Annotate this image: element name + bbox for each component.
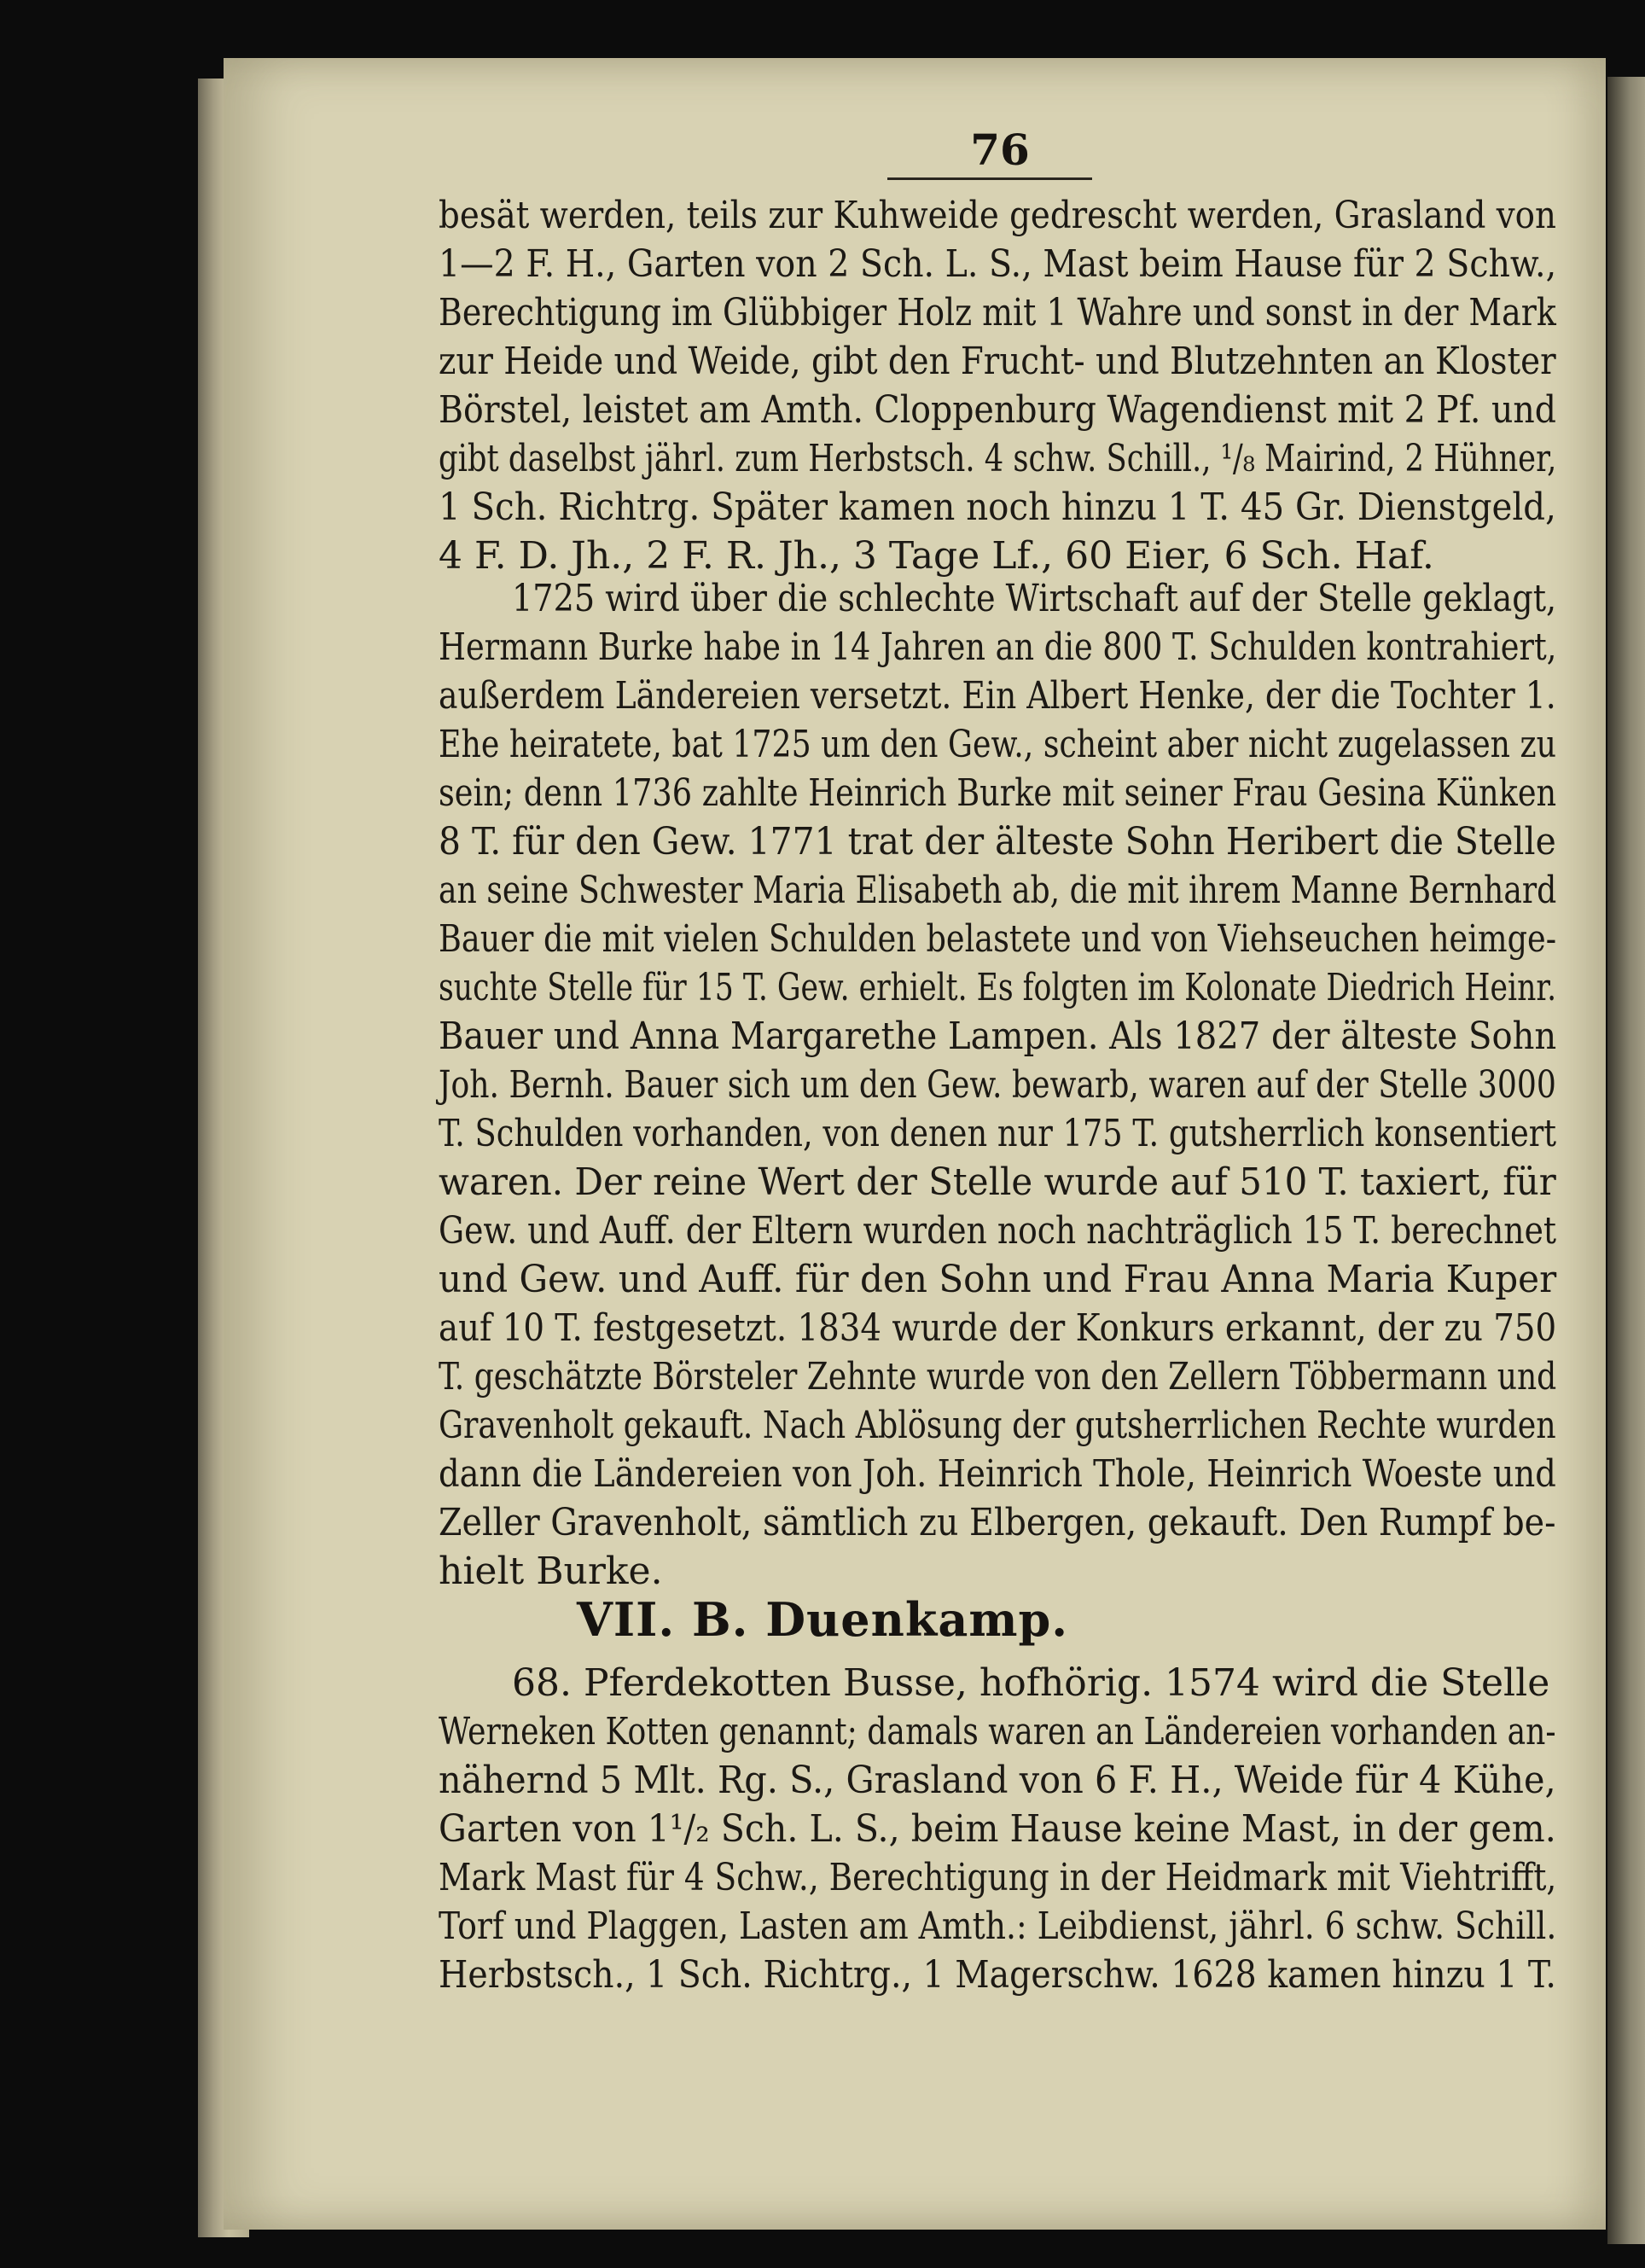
text-line: 1 Sch. Richtrg. Später kamen noch hinzu 1 T. 45 Gr. Dienstgeld, bbox=[439, 486, 1556, 529]
text-line: 1725 wird über die schlechte Wirtschaft auf der Stelle geklagt, bbox=[512, 577, 1557, 620]
text-line: suchte Stelle für 15 T. Gew. erhielt. Es folgten im Kolonate Diedrich Heinr. bbox=[439, 966, 1557, 1009]
text-line: T. Schulden vorhanden, von denen nur 175 T. gutsherrlich konsentiert bbox=[439, 1112, 1557, 1155]
text-line: Gravenholt gekauft. Nach Ablösung der gutsherrlichen Rechte wurden bbox=[439, 1404, 1556, 1447]
facing-page-edge bbox=[1607, 77, 1645, 2244]
text-line: Börstel, leistet am Amth. Cloppenburg Wagendienst mit 2 Pf. und bbox=[439, 388, 1556, 432]
text-line: Zeller Gravenholt, sämtlich zu Elbergen, gekauft. Den Rumpf be- bbox=[439, 1501, 1556, 1544]
text-line: 8 T. für den Gew. 1771 trat der älteste Sohn Heribert die Stelle bbox=[439, 820, 1556, 864]
text-line: Herbstsch., 1 Sch. Richtrg., 1 Magerschw. 1628 kamen hinzu 1 T. bbox=[439, 1953, 1556, 1997]
text-line: 68. Pferdekotten Busse, hofhörig. 1574 wird die Stelle bbox=[512, 1661, 1550, 1705]
text-line: gibt daselbst jährl. zum Herbstsch. 4 schw. Schill., ¹/₈ Mairind, 2 Hühner, bbox=[439, 437, 1557, 480]
text-line: Gew. und Auff. der Eltern wurden noch nachträglich 15 T. berechnet bbox=[439, 1209, 1557, 1253]
text-line: waren. Der reine Wert der Stelle wurde auf 510 T. taxiert, für bbox=[439, 1160, 1556, 1204]
text-line: Torf und Plaggen, Lasten am Amth.: Leibdienst, jährl. 6 schw. Schill. bbox=[439, 1905, 1557, 1948]
text-line: besät werden, teils zur Kuhweide gedrescht werden, Grasland von bbox=[439, 194, 1556, 237]
text-line: Joh. Bernh. Bauer sich um den Gew. bewarb, waren auf der Stelle 3000 bbox=[439, 1063, 1556, 1107]
text-line: an seine Schwester Maria Elisabeth ab, die mit ihrem Manne Bernhard bbox=[439, 869, 1557, 912]
text-line: nähernd 5 Mlt. Rg. S., Grasland von 6 F. H., Weide für 4 Kühe, bbox=[439, 1759, 1556, 1802]
text-line: Bauer die mit vielen Schulden belastete und von Viehseuchen heimge- bbox=[439, 917, 1557, 961]
text-line: auf 10 T. festgesetzt. 1834 wurde der Konkurs erkannt, der zu 750 bbox=[439, 1306, 1557, 1350]
text-line: 1—2 F. H., Garten von 2 Sch. L. S., Mast beim Hause für 2 Schw., bbox=[439, 242, 1557, 286]
text-line: hielt Burke. bbox=[439, 1550, 663, 1593]
text-line: Werneken Kotten genannt; damals waren an Ländereien vorhanden an- bbox=[439, 1710, 1556, 1753]
text-line: Garten von 1¹/₂ Sch. L. S., beim Hause keine Mast, in der gem. bbox=[439, 1807, 1556, 1851]
text-line: T. geschätzte Börsteler Zehnte wurde von den Zellern Többermann und bbox=[439, 1355, 1557, 1399]
text-line: außerdem Ländereien versetzt. Ein Albert Henke, der die Tochter 1. bbox=[439, 674, 1556, 718]
text-line: Mark Mast für 4 Schw., Berechtigung in der Heidmark mit Viehtrifft, bbox=[439, 1856, 1557, 1899]
text-line: dann die Ländereien von Joh. Heinrich Thole, Heinrich Woeste und bbox=[439, 1452, 1556, 1496]
text-line: Hermann Burke habe in 14 Jahren an die 800 T. Schulden kontrahiert, bbox=[439, 625, 1557, 669]
text-line: und Gew. und Auff. für den Sohn und Frau Anna Maria Kuper bbox=[439, 1258, 1557, 1301]
text-line: zur Heide und Weide, gibt den Frucht- und Blutzehnten an Kloster bbox=[439, 340, 1556, 383]
text-line: Berechtigung im Glübbiger Holz mit 1 Wahre und sonst in der Mark bbox=[439, 291, 1556, 334]
text-line: Bauer und Anna Margarethe Lampen. Als 1827 der älteste Sohn bbox=[439, 1015, 1557, 1058]
section-heading: VII. B. Duenkamp. bbox=[576, 1592, 1069, 1647]
page-number: 76 bbox=[970, 125, 1030, 175]
text-line: 4 F. D. Jh., 2 F. R. Jh., 3 Tage Lf., 60 Eier, 6 Sch. Haf. bbox=[439, 534, 1434, 578]
page-number-rule bbox=[887, 177, 1092, 180]
text-line: sein; denn 1736 zahlte Heinrich Burke mit seiner Frau Gesina Künken bbox=[439, 771, 1557, 815]
text-line: Ehe heiratete, bat 1725 um den Gew., scheint aber nicht zugelassen zu bbox=[439, 723, 1557, 766]
